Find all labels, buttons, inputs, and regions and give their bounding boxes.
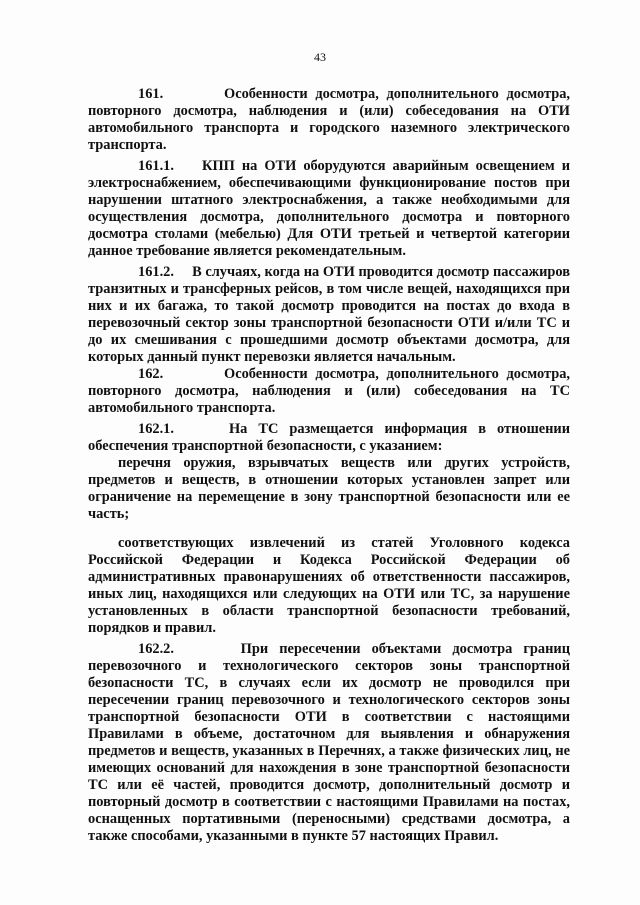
paragraph-161: 161. Особенности досмотра, дополнительного досмотра, повторного досмотра, наблюдения и (или) собеседования на ОТИ автомобильного транспорта и городского наземного электрического транспорта.	[88, 86, 570, 153]
paragraph-weapons-list: перечня оружия, взрывчатых веществ или других устройств, предметов и веществ, в отношении которых установлен запрет или ограничение на перемещение в зону транспортной безопасности или ее часть;	[88, 455, 570, 522]
paragraph-162-2: 162.2. При пересечении объектами досмотра границ перевозочного и технологического секторов зоны транспортной безопасности ТС, в случаях если их досмотр не проводился при пересечении границ перевозочного и технологического секторов зоны транспортной безопасности ОТИ в соответствии с настоящими Правилами в объеме, достаточном для выявления и обнаружения предметов и веществ, указанных в Перечнях, а также физических лиц, не имеющих оснований для нахождения в зоне транспортной безопасности ТС или её частей, проводится досмотр, дополнительный досмотр и повторный досмотр в соответствии с настоящими Правилами на постах, оснащенных портативными (переносными) средствами досмотра, а также способами, указанными в пункте 57 настоящих Правил.	[88, 641, 570, 844]
document-body	[88, 86, 570, 845]
paragraph-162-1: 162.1. На ТС размещается информация в отношении обеспечения транспортной безопасности, с указанием:	[88, 421, 570, 454]
paragraph-161-2: 161.2. В случаях, когда на ОТИ проводится досмотр пассажиров транзитных и трансферных рейсов, в том числе вещей, находящихся при них и их багажа, то такой досмотр проводится на постах до входа в перевозочный сектор зоны транспортной безопасности ОТИ и/или ТС и до их смешивания с прошедшими досмотр объектами досмотра, для которых данный пункт перевозки является начальным.	[88, 264, 570, 365]
paragraph-162: 162. Особенности досмотра, дополнительного досмотра, повторного досмотра, наблюдения и (или) собеседования на ТС автомобильного транспорта.	[88, 366, 570, 416]
paragraph-code-extracts: соответствующих извлечений из статей Уголовного кодекса Российской Федерации и Кодекса Российской Федерации об административных правонарушениях об ответственности пассажиров, иных лиц, находящихся или следующих на ОТИ или ТС, за нарушение установленных в области транспортной безопасности требований, порядков и правил.	[88, 535, 570, 636]
paragraph-161-1: 161.1. КПП на ОТИ оборудуются аварийным освещением и электроснабжением, обеспечивающими функционирование постов при нарушении штатного электроснабжения, а также необходимыми для осуществления досмотра, дополнительного досмотра и повторного досмотра столами (мебелью) Для ОТИ третьей и четвертой категории данное требование является рекомендательным.	[88, 158, 570, 259]
page-number: 43	[314, 50, 326, 64]
